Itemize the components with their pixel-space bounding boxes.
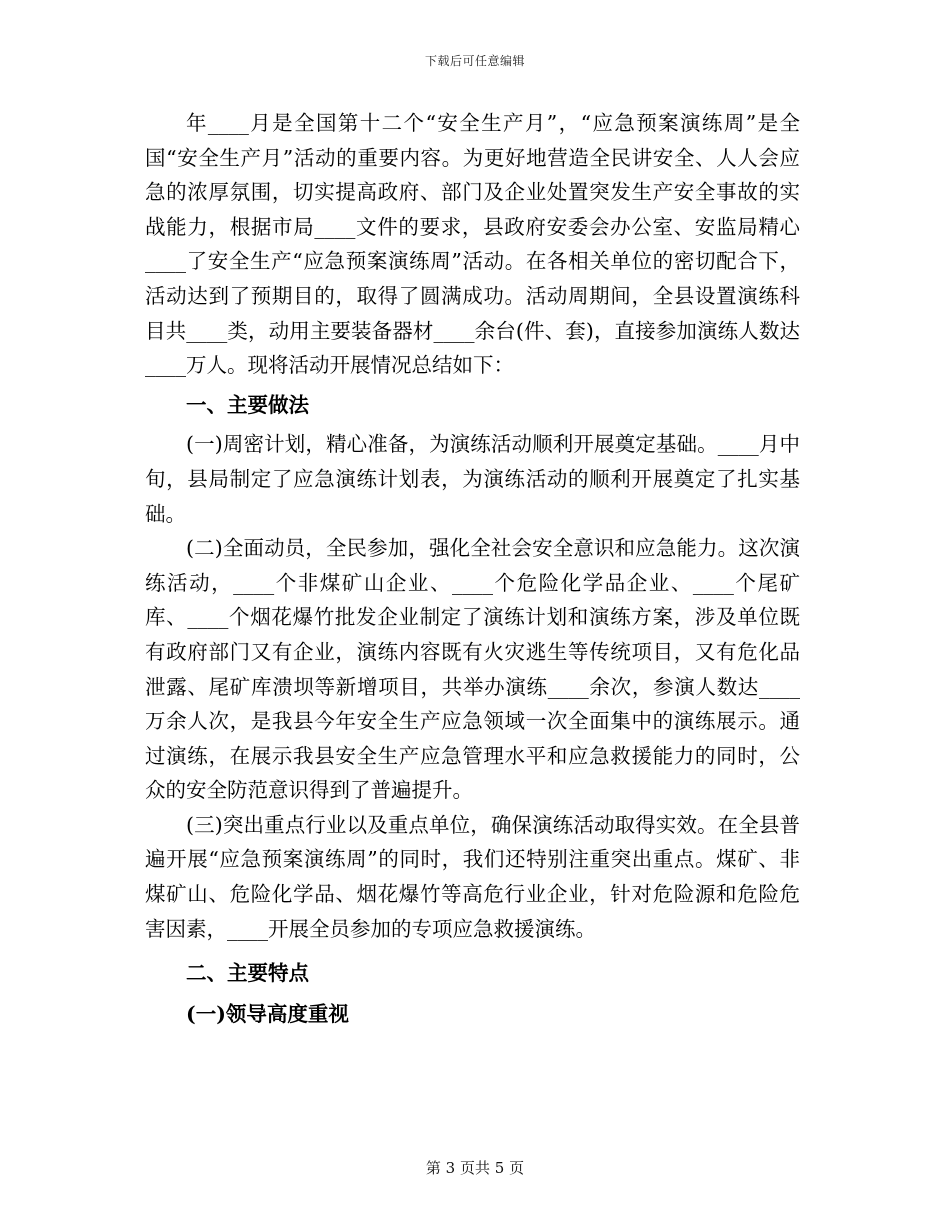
section-heading-main-features: 二、主要特点 [186, 961, 309, 986]
section-heading-main-practices: 一、主要做法 [186, 392, 309, 417]
document-body [145, 106, 800, 1031]
paragraph-mobilization: (二)全面动员，全民参加，强化全社会安全意识和应急能力。这次演练活动，____个非煤矿山企业、____个危险化学品企业、____个尾矿库、____个烟花爆竹批发企业制定了演练计划和演练方案，涉及单位既有政府部门又有企业，演练内容既有火灾逃生等传统项目，又有危化品泄露、尾矿库溃坝等新增项目，共举办演练____余次，参演人数达____万余人次，是我县今年安全生产应急领域一次全面集中的演练展示。通过演练，在展示我县安全生产应急管理水平和应急救援能力的同时，公众的安全防范意识得到了普遍提升。 [145, 536, 800, 803]
paragraph-key-industries: (三)突出重点行业以及重点单位，确保演练活动取得实效。在全县普遍开展“应急预案演练周”的同时，我们还特别注重突出重点。煤矿、非煤矿山、危险化学品、烟花爆竹等高危行业企业，针对危险源和危险危害因素，____开展全员参加的专项应急救援演练。 [145, 812, 800, 941]
page-header-note: 下载后可任意编辑 [424, 54, 525, 68]
intro-paragraph: 年____月是全国第十二个“安全生产月”，“应急预案演练周”是全国“安全生产月”活动的重要内容。为更好地营造全民讲安全、人人会应急的浓厚氛围，切实提高政府、部门及企业处置突发生产安全事故的实战能力，根据市局____文件的要求，县政府安委会办公室、安监局精心____了安全生产“应急预案演练周”活动。在各相关单位的密切配合下，活动达到了预期目的，取得了圆满成功。活动周期间，全县设置演练科目共____类，动用主要装备器材____余台(件、套)，直接参加演练人数达____万人。现将活动开展情况总结如下： [145, 111, 800, 378]
subsection-heading-leadership: (一)领导高度重视 [186, 1001, 349, 1026]
paragraph-planning: (一)周密计划，精心准备，为演练活动顺利开展奠定基础。____月中旬，县局制定了应急演练计划表，为演练活动的顺利开展奠定了扎实基础。 [145, 432, 800, 526]
page-number-footer: 第 3 页共 5 页 [425, 1159, 525, 1177]
